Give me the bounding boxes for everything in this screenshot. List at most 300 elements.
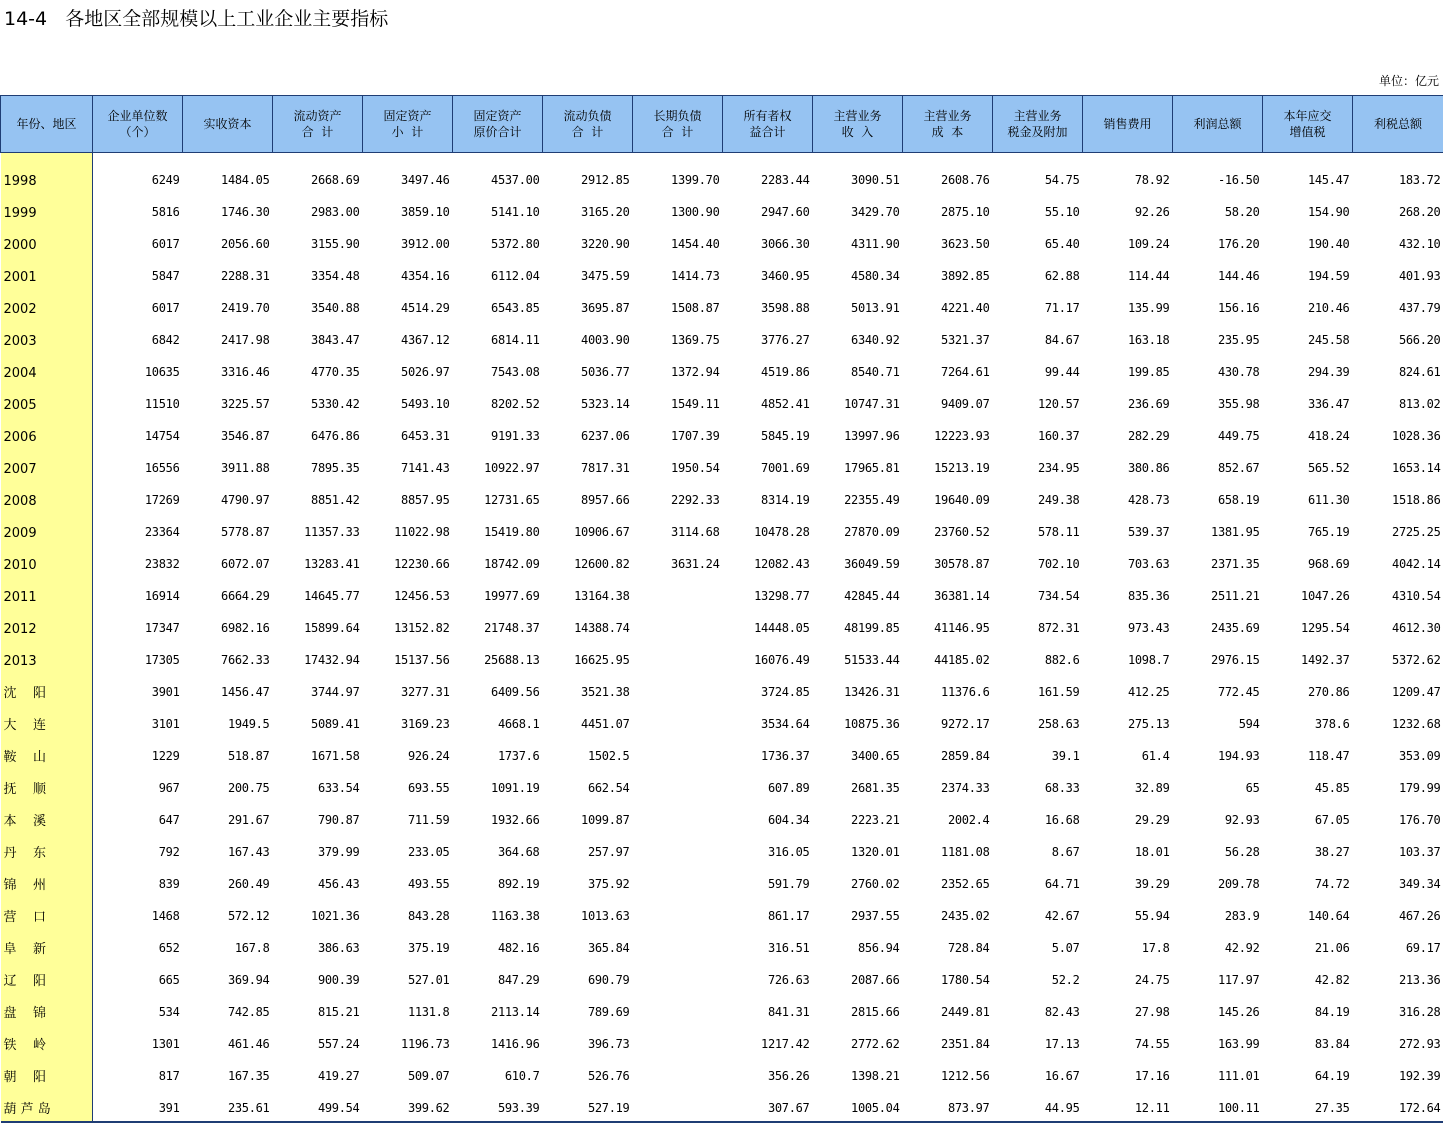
- row-label-text: 鞍 山: [3, 750, 47, 765]
- table-row: [1, 545, 1443, 577]
- table-cell: 509.07: [407, 1069, 450, 1083]
- table-cell: 856.94: [857, 941, 900, 955]
- table-cell: 11510: [144, 397, 180, 411]
- column-header: [723, 96, 813, 153]
- table-cell: 19640.09: [934, 493, 990, 507]
- row-label: [1, 257, 93, 289]
- row-label-text: 2006: [3, 430, 37, 445]
- table-cell: 62.88: [1044, 269, 1080, 283]
- table-cell: 13283.41: [304, 557, 360, 571]
- table-cell: 873.97: [903, 1089, 993, 1122]
- table-cell: 3090.51: [851, 173, 900, 187]
- table-cell: 213.36: [1398, 973, 1441, 987]
- table-cell: 65.40: [1044, 237, 1080, 251]
- table-cell: 67.05: [1314, 813, 1350, 827]
- row-label: [1, 1089, 93, 1122]
- table-cell: 3155.90: [311, 237, 360, 251]
- row-label-text: 2001: [3, 270, 37, 285]
- table-cell: 2449.81: [941, 1005, 990, 1019]
- table-cell: 4790.97: [221, 493, 270, 507]
- table-cell: 594: [1238, 717, 1260, 731]
- table-cell: 3744.97: [311, 685, 360, 699]
- table-row: [1, 641, 1443, 673]
- table-cell: 3066.30: [761, 237, 810, 251]
- table-cell: 6842: [151, 333, 180, 347]
- table-cell: 69.17: [1405, 941, 1441, 955]
- table-cell: 432.10: [1398, 237, 1441, 251]
- indicator-table-container: [0, 95, 1443, 1123]
- table-cell: [633, 609, 723, 641]
- table-cell: 10906.67: [574, 525, 630, 539]
- table-cell: 11022.98: [394, 525, 450, 539]
- table-cell: 74.55: [1134, 1037, 1170, 1051]
- table-cell: 5372.62: [1392, 653, 1441, 667]
- table-cell: 2352.65: [941, 877, 990, 891]
- table-row: [1, 929, 1443, 961]
- table-cell: 235.95: [1217, 333, 1260, 347]
- table-cell: 1502.5: [587, 749, 630, 763]
- table-cell: 5321.37: [941, 333, 990, 347]
- table-row: [1, 1025, 1443, 1057]
- table-cell: -16.50: [1217, 173, 1260, 187]
- table-cell: 3901: [151, 685, 180, 699]
- table-cell: 1232.68: [1392, 717, 1441, 731]
- table-row: [1, 897, 1443, 929]
- table-cell: 2351.84: [941, 1037, 990, 1051]
- table-cell: 3546.87: [221, 429, 270, 443]
- table-cell: 1301: [151, 1037, 180, 1051]
- table-cell: 824.61: [1398, 365, 1441, 379]
- row-label: [1, 705, 93, 737]
- table-cell: 578.11: [1037, 525, 1080, 539]
- table-cell: 13152.82: [394, 621, 450, 635]
- table-cell: [633, 993, 723, 1025]
- table-cell: 1737.6: [497, 749, 540, 763]
- table-cell: 4514.29: [401, 301, 450, 315]
- table-cell: 17.13: [1044, 1037, 1080, 1051]
- table-cell: 7141.43: [401, 461, 450, 475]
- table-cell: 8851.42: [311, 493, 360, 507]
- table-cell: 369.94: [227, 973, 270, 987]
- table-row: [1, 833, 1443, 865]
- table-cell: 8202.52: [491, 397, 540, 411]
- table-cell: 702.10: [1037, 557, 1080, 571]
- table-cell: 711.59: [407, 813, 450, 827]
- row-label-text: 抚 顺: [3, 782, 47, 797]
- table-cell: 703.63: [1127, 557, 1170, 571]
- table-cell: 154.90: [1307, 205, 1350, 219]
- table-cell: 2113.14: [491, 1005, 540, 1019]
- table-cell: 3316.46: [221, 365, 270, 379]
- table-row: [1, 1057, 1443, 1089]
- table-cell: 4354.16: [401, 269, 450, 283]
- row-label-text: 阜 新: [3, 942, 47, 957]
- table-row: [1, 513, 1443, 545]
- table-cell: 2292.33: [671, 493, 720, 507]
- table-row: [1, 993, 1443, 1025]
- page-title: 14-4 各地区全部规模以上工业企业主要指标: [4, 8, 389, 30]
- table-cell: 36381.14: [934, 589, 990, 603]
- table-cell: 1013.63: [581, 909, 630, 923]
- table-cell: 2056.60: [221, 237, 270, 251]
- table-cell: 199.85: [1127, 365, 1170, 379]
- table-cell: 55.94: [1134, 909, 1170, 923]
- table-cell: 103.37: [1398, 845, 1441, 859]
- table-cell: 900.39: [317, 973, 360, 987]
- table-cell: 2087.66: [851, 973, 900, 987]
- table-cell: 539.37: [1127, 525, 1170, 539]
- row-label: [1, 353, 93, 385]
- table-cell: 38.27: [1314, 845, 1350, 859]
- row-label-text: 1998: [3, 174, 37, 189]
- table-cell: 973.43: [1127, 621, 1170, 635]
- table-cell: 316.05: [767, 845, 810, 859]
- table-cell: 268.20: [1398, 205, 1441, 219]
- table-cell: 54.75: [1044, 173, 1080, 187]
- table-cell: 9272.17: [941, 717, 990, 731]
- table-cell: [633, 705, 723, 737]
- row-label: [1, 833, 93, 865]
- table-cell: 378.6: [1314, 717, 1350, 731]
- table-cell: 23364: [144, 525, 180, 539]
- row-label: [1, 449, 93, 481]
- table-cell: 967: [158, 781, 180, 795]
- table-cell: 3429.70: [851, 205, 900, 219]
- row-label: [1, 961, 93, 993]
- table-cell: 792: [158, 845, 180, 859]
- table-cell: 5036.77: [581, 365, 630, 379]
- table-cell: 1181.08: [941, 845, 990, 859]
- table-cell: 1549.11: [671, 397, 720, 411]
- table-cell: 3225.57: [221, 397, 270, 411]
- table-cell: 1005.04: [813, 1089, 903, 1122]
- table-cell: [633, 577, 723, 609]
- table-cell: 665: [158, 973, 180, 987]
- table-cell: 2283.44: [761, 173, 810, 187]
- table-cell: 145.47: [1307, 173, 1350, 187]
- table-cell: 5778.87: [221, 525, 270, 539]
- table-cell: 27870.09: [844, 525, 900, 539]
- table-cell: 1492.37: [1301, 653, 1350, 667]
- table-cell: 16.68: [1044, 813, 1080, 827]
- table-row: [1, 1089, 1443, 1122]
- row-label: [1, 513, 93, 545]
- row-label-text: 沈 阳: [3, 686, 47, 701]
- table-cell: 1209.47: [1392, 685, 1441, 699]
- table-cell: [633, 801, 723, 833]
- table-cell: 145.26: [1217, 1005, 1260, 1019]
- header-spacer-row: [1, 153, 1443, 162]
- table-cell: 813.02: [1398, 397, 1441, 411]
- row-label-text: 2012: [3, 622, 37, 637]
- table-cell: 4367.12: [401, 333, 450, 347]
- row-label-text: 丹 东: [3, 846, 47, 861]
- table-cell: 482.16: [497, 941, 540, 955]
- table-cell: 163.18: [1127, 333, 1170, 347]
- table-cell: 610.7: [504, 1069, 540, 1083]
- table-cell: 437.79: [1398, 301, 1441, 315]
- table-cell: 18.01: [1134, 845, 1170, 859]
- table-cell: 21748.37: [484, 621, 540, 635]
- row-label: [1, 1025, 93, 1057]
- column-header-line1: 主营业务: [833, 109, 882, 123]
- table-cell: 23832: [144, 557, 180, 571]
- table-row: [1, 225, 1443, 257]
- table-cell: 235.61: [183, 1089, 273, 1122]
- table-cell: 467.26: [1398, 909, 1441, 923]
- table-cell: 2815.66: [851, 1005, 900, 1019]
- table-cell: 7895.35: [311, 461, 360, 475]
- table-cell: 99.44: [1044, 365, 1080, 379]
- table-cell: 135.99: [1127, 301, 1170, 315]
- table-cell: 156.16: [1217, 301, 1260, 315]
- table-cell: 6112.04: [491, 269, 540, 283]
- table-cell: 557.24: [317, 1037, 360, 1051]
- table-row: [1, 865, 1443, 897]
- table-cell: [633, 1057, 723, 1089]
- table-row: [1, 673, 1443, 705]
- table-cell: 5330.42: [311, 397, 360, 411]
- table-cell: 1021.36: [311, 909, 360, 923]
- column-header-line1: 年份、地区: [16, 117, 77, 131]
- row-label-text: 朝 阳: [3, 1070, 47, 1085]
- table-cell: 41146.95: [934, 621, 990, 635]
- table-cell: 83.84: [1314, 1037, 1350, 1051]
- row-label-text: 营 口: [3, 910, 47, 925]
- table-cell: 8.67: [1051, 845, 1080, 859]
- table-cell: 430.78: [1217, 365, 1260, 379]
- table-cell: 48199.85: [844, 621, 900, 635]
- row-label: [1, 321, 93, 353]
- row-label: [1, 289, 93, 321]
- table-cell: 734.54: [1037, 589, 1080, 603]
- table-cell: 527.19: [543, 1089, 633, 1122]
- table-cell: 892.19: [497, 877, 540, 891]
- table-row: [1, 801, 1443, 833]
- column-header-line2: 成 本: [931, 125, 964, 139]
- table-cell: 12.11: [1083, 1089, 1173, 1122]
- column-header: [183, 96, 273, 153]
- table-cell: 17.16: [1134, 1069, 1170, 1083]
- table-cell: 200.75: [227, 781, 270, 795]
- table-cell: 12223.93: [934, 429, 990, 443]
- table-cell: 534: [158, 1005, 180, 1019]
- row-label-text: 2011: [3, 590, 37, 605]
- table-cell: 1454.40: [671, 237, 720, 251]
- row-label: [1, 801, 93, 833]
- spacer-cell: [993, 153, 1083, 162]
- table-body: [1, 153, 1443, 1123]
- table-cell: 22355.49: [844, 493, 900, 507]
- table-cell: [633, 961, 723, 993]
- table-cell: 36049.59: [844, 557, 900, 571]
- table-cell: 3776.27: [761, 333, 810, 347]
- table-cell: 179.99: [1398, 781, 1441, 795]
- row-label: [1, 545, 93, 577]
- column-header: [903, 96, 993, 153]
- table-cell: 12600.82: [574, 557, 630, 571]
- table-cell: 6814.11: [491, 333, 540, 347]
- row-label: [1, 609, 93, 641]
- table-cell: 2288.31: [221, 269, 270, 283]
- table-cell: 6017: [151, 301, 180, 315]
- table-cell: 835.36: [1127, 589, 1170, 603]
- column-header-line1: 主营业务: [1013, 109, 1062, 123]
- table-cell: 3540.88: [311, 301, 360, 315]
- table-row: [1, 449, 1443, 481]
- table-cell: 10747.31: [844, 397, 900, 411]
- table-cell: 74.72: [1314, 877, 1350, 891]
- row-label: [1, 641, 93, 673]
- row-label-text: 铁 岭: [3, 1038, 47, 1053]
- table-cell: 3892.85: [941, 269, 990, 283]
- table-cell: 2668.69: [311, 173, 360, 187]
- table-cell: 39.1: [1051, 749, 1080, 763]
- column-header-line2: 原价合计: [473, 125, 522, 139]
- table-cell: 1398.21: [851, 1069, 900, 1083]
- table-cell: 882.6: [1044, 653, 1080, 667]
- table-cell: 21.06: [1314, 941, 1350, 955]
- table-cell: 565.52: [1307, 461, 1350, 475]
- table-cell: 183.72: [1398, 173, 1441, 187]
- table-cell: 100.11: [1173, 1089, 1263, 1122]
- table-cell: 1484.05: [221, 173, 270, 187]
- table-cell: 4003.90: [581, 333, 630, 347]
- table-cell: [633, 769, 723, 801]
- table-cell: 2976.15: [1211, 653, 1260, 667]
- column-header-line1: 企业单位数: [107, 109, 168, 123]
- column-header-line1: 固定资产: [383, 109, 432, 123]
- table-cell: 3912.00: [401, 237, 450, 251]
- row-label-text: 2010: [3, 558, 37, 573]
- table-cell: 84.67: [1044, 333, 1080, 347]
- table-cell: 42.92: [1224, 941, 1260, 955]
- table-cell: 1131.8: [407, 1005, 450, 1019]
- table-cell: 56.28: [1224, 845, 1260, 859]
- table-cell: 2417.98: [221, 333, 270, 347]
- table-cell: 1736.37: [761, 749, 810, 763]
- table-cell: 2983.00: [311, 205, 360, 219]
- column-header-line2: 收 入: [841, 125, 874, 139]
- table-cell: 5026.97: [401, 365, 450, 379]
- table-cell: 1932.66: [491, 813, 540, 827]
- table-cell: 13426.31: [844, 685, 900, 699]
- table-row: [1, 769, 1443, 801]
- table-cell: 1212.56: [941, 1069, 990, 1083]
- table-cell: 44185.02: [934, 653, 990, 667]
- spacer-cell: [1173, 153, 1263, 162]
- table-cell: 765.19: [1307, 525, 1350, 539]
- table-cell: 872.31: [1037, 621, 1080, 635]
- table-cell: 5.07: [1051, 941, 1080, 955]
- table-cell: 3598.88: [761, 301, 810, 315]
- table-cell: 861.17: [767, 909, 810, 923]
- table-cell: 726.63: [767, 973, 810, 987]
- table-cell: 593.39: [453, 1089, 543, 1122]
- table-cell: 144.46: [1217, 269, 1260, 283]
- column-header: [453, 96, 543, 153]
- row-label-text: 2005: [3, 398, 37, 413]
- table-cell: 249.38: [1037, 493, 1080, 507]
- table-cell: 9191.33: [491, 429, 540, 443]
- table-cell: 3724.85: [761, 685, 810, 699]
- table-cell: 3695.87: [581, 301, 630, 315]
- spacer-cell: [1083, 153, 1173, 162]
- table-cell: 1028.36: [1392, 429, 1441, 443]
- column-header-line1: 主营业务: [923, 109, 972, 123]
- table-header: [1, 96, 1443, 153]
- table-cell: 58.20: [1224, 205, 1260, 219]
- table-cell: 3843.47: [311, 333, 360, 347]
- table-cell: 6017: [151, 237, 180, 251]
- table-cell: [633, 897, 723, 929]
- table-cell: 658.19: [1217, 493, 1260, 507]
- row-label-text: 2003: [3, 334, 37, 349]
- table-cell: 234.95: [1037, 461, 1080, 475]
- row-label-text: 大 连: [3, 718, 47, 733]
- table-cell: 1163.38: [491, 909, 540, 923]
- table-cell: 194.59: [1307, 269, 1350, 283]
- table-cell: 633.54: [317, 781, 360, 795]
- row-label: [1, 897, 93, 929]
- spacer-cell: [633, 153, 723, 162]
- table-cell: 926.24: [407, 749, 450, 763]
- table-cell: 349.34: [1398, 877, 1441, 891]
- table-cell: 17347: [144, 621, 180, 635]
- table-cell: 117.97: [1217, 973, 1260, 987]
- column-header: [363, 96, 453, 153]
- table-cell: 6453.31: [401, 429, 450, 443]
- table-cell: 2435.69: [1211, 621, 1260, 635]
- table-cell: 23760.52: [934, 525, 990, 539]
- table-cell: 3169.23: [401, 717, 450, 731]
- table-cell: 7264.61: [941, 365, 990, 379]
- row-label-text: 锦 州: [3, 878, 47, 893]
- table-cell: 4451.07: [581, 717, 630, 731]
- table-cell: [633, 641, 723, 673]
- table-cell: 662.54: [587, 781, 630, 795]
- table-cell: 2912.85: [581, 173, 630, 187]
- table-cell: 690.79: [587, 973, 630, 987]
- table-cell: 3220.90: [581, 237, 630, 251]
- column-header-line2: 益合计: [749, 125, 786, 139]
- column-header: [273, 96, 363, 153]
- table-cell: 30578.87: [934, 557, 990, 571]
- table-cell: 32.89: [1134, 781, 1170, 795]
- table-cell: 260.49: [227, 877, 270, 891]
- table-cell: 3534.64: [761, 717, 810, 731]
- row-label: [1, 737, 93, 769]
- row-label: [1, 769, 93, 801]
- table-cell: 68.33: [1044, 781, 1080, 795]
- table-cell: 16625.95: [574, 653, 630, 667]
- table-cell: 275.13: [1127, 717, 1170, 731]
- column-header: [1353, 96, 1443, 153]
- table-cell: 13997.96: [844, 429, 900, 443]
- table-cell: 3101: [151, 717, 180, 731]
- table-cell: 111.01: [1217, 1069, 1260, 1083]
- table-cell: 52.2: [1051, 973, 1080, 987]
- table-cell: 449.75: [1217, 429, 1260, 443]
- table-cell: 64.19: [1314, 1069, 1350, 1083]
- table-row: [1, 257, 1443, 289]
- table-cell: 353.09: [1398, 749, 1441, 763]
- row-label: [1, 385, 93, 417]
- table-cell: 2875.10: [941, 205, 990, 219]
- table-cell: 270.86: [1307, 685, 1350, 699]
- table-cell: 1381.95: [1211, 525, 1260, 539]
- table-cell: 233.05: [407, 845, 450, 859]
